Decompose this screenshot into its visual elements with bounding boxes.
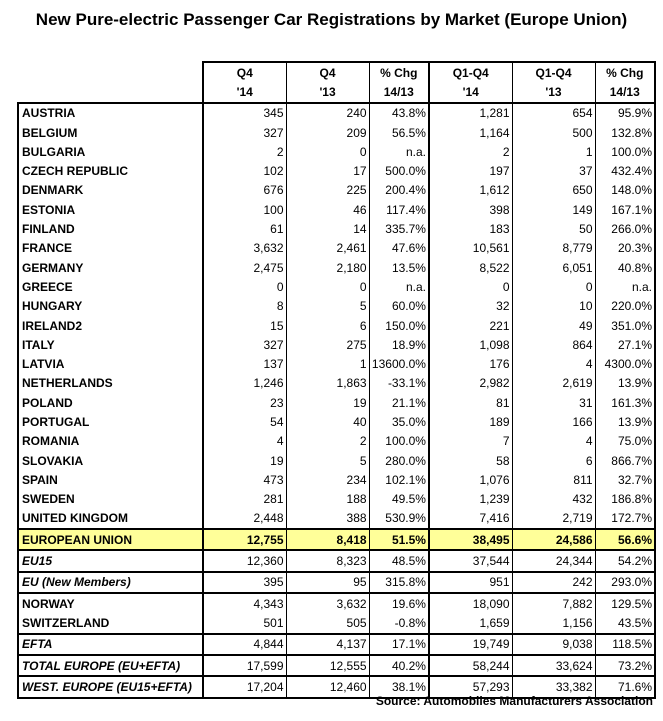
table-cell: 1,246 — [203, 374, 286, 393]
table-cell: 1,164 — [429, 123, 512, 142]
table-cell: 327 — [203, 335, 286, 354]
table-cell: 327 — [203, 123, 286, 142]
table-cell: 2,180 — [286, 258, 369, 277]
table-cell: 1,076 — [429, 470, 512, 489]
table-cell: 275 — [286, 335, 369, 354]
table-cell: 100 — [203, 200, 286, 219]
table-cell: 33,382 — [512, 676, 595, 697]
table-cell: 47.6% — [369, 239, 429, 258]
table-cell: 1,659 — [429, 613, 512, 633]
col-header: '14 — [429, 82, 512, 102]
country-row — [18, 277, 655, 296]
table-cell: 102.1% — [369, 470, 429, 489]
col-header: 14/13 — [595, 82, 655, 102]
country-row — [18, 335, 655, 354]
eu15-row — [18, 550, 655, 571]
table-cell: 58,244 — [429, 655, 512, 676]
row-label: GREECE — [18, 277, 203, 296]
table-cell: 4 — [203, 432, 286, 451]
table-cell: 95.9% — [595, 103, 655, 123]
table-cell: 50 — [512, 219, 595, 238]
table-cell: 32.7% — [595, 470, 655, 489]
table-cell: 23 — [203, 393, 286, 412]
efta-country-row — [18, 613, 655, 633]
country-row — [18, 142, 655, 161]
table-cell: 234 — [286, 470, 369, 489]
table-cell: 388 — [286, 509, 369, 529]
country-row — [18, 181, 655, 200]
row-label: TOTAL EUROPE (EU+EFTA) — [18, 655, 203, 676]
row-label: SWITZERLAND — [18, 613, 203, 633]
row-label: FRANCE — [18, 239, 203, 258]
row-label: HUNGARY — [18, 297, 203, 316]
table-cell: 183 — [429, 219, 512, 238]
country-row — [18, 297, 655, 316]
table-cell: 2 — [203, 142, 286, 161]
table-cell: 8,323 — [286, 550, 369, 571]
table-cell: 40 — [286, 412, 369, 431]
table-cell: 24,586 — [512, 529, 595, 550]
table-cell: 3,632 — [203, 239, 286, 258]
table-cell: 38,495 — [429, 529, 512, 550]
row-label: EU (New Members) — [18, 572, 203, 593]
header-row-1 — [18, 62, 655, 82]
table-cell: 19 — [203, 451, 286, 470]
table-cell: 10,561 — [429, 239, 512, 258]
table-cell: 7,416 — [429, 509, 512, 529]
table-cell: 500.0% — [369, 161, 429, 180]
table-cell: 27.1% — [595, 335, 655, 354]
table-cell: 43.5% — [595, 613, 655, 633]
table-cell: 1,156 — [512, 613, 595, 633]
table-cell: -0.8% — [369, 613, 429, 633]
table-cell: 225 — [286, 181, 369, 200]
table-cell: 58 — [429, 451, 512, 470]
table-cell: 56.5% — [369, 123, 429, 142]
table-cell: 24,344 — [512, 550, 595, 571]
col-header: 14/13 — [369, 82, 429, 102]
table-cell: 13.9% — [595, 412, 655, 431]
row-label: DENMARK — [18, 181, 203, 200]
country-row — [18, 412, 655, 431]
table-cell: 100.0% — [595, 142, 655, 161]
table-cell: 0 — [512, 277, 595, 296]
table-cell: 149 — [512, 200, 595, 219]
row-label: NORWAY — [18, 593, 203, 613]
table-cell: 102 — [203, 161, 286, 180]
table-cell: 33,624 — [512, 655, 595, 676]
table-cell: 166 — [512, 412, 595, 431]
table-cell: 2,448 — [203, 509, 286, 529]
table-cell: 5 — [286, 297, 369, 316]
table-cell: 432.4% — [595, 161, 655, 180]
row-label: POLAND — [18, 393, 203, 412]
table-cell: 8 — [203, 297, 286, 316]
table-cell: 1,281 — [429, 103, 512, 123]
table-cell: 197 — [429, 161, 512, 180]
country-row — [18, 316, 655, 335]
table-cell: 56.6% — [595, 529, 655, 550]
table-cell: 172.7% — [595, 509, 655, 529]
col-header: % Chg — [595, 62, 655, 82]
col-header: Q1-Q4 — [429, 62, 512, 82]
table-cell: -33.1% — [369, 374, 429, 393]
col-header: '13 — [286, 82, 369, 102]
table-cell: 37 — [512, 161, 595, 180]
table-cell: 167.1% — [595, 200, 655, 219]
country-row — [18, 123, 655, 142]
table-cell: 4 — [512, 432, 595, 451]
table-cell: 95 — [286, 572, 369, 593]
table-cell: 40.8% — [595, 258, 655, 277]
table-cell: 335.7% — [369, 219, 429, 238]
country-row — [18, 258, 655, 277]
row-label: SPAIN — [18, 470, 203, 489]
table-cell: 129.5% — [595, 593, 655, 613]
col-header: Q4 — [203, 62, 286, 82]
table-cell: 12,360 — [203, 550, 286, 571]
table-cell: 432 — [512, 490, 595, 509]
table-cell: 4,844 — [203, 634, 286, 655]
col-header: '14 — [203, 82, 286, 102]
table-cell: 8,522 — [429, 258, 512, 277]
table-cell: 118.5% — [595, 634, 655, 655]
table-cell: 6 — [512, 451, 595, 470]
table-cell: 266.0% — [595, 219, 655, 238]
table-cell: 54 — [203, 412, 286, 431]
table-cell: 161.3% — [595, 393, 655, 412]
row-label: EFTA — [18, 634, 203, 655]
table-cell: 12,555 — [286, 655, 369, 676]
table-cell: 866.7% — [595, 451, 655, 470]
country-row — [18, 103, 655, 123]
table-cell: 37,544 — [429, 550, 512, 571]
table-cell: 500 — [512, 123, 595, 142]
table-cell: 1 — [512, 142, 595, 161]
row-label: CZECH REPUBLIC — [18, 161, 203, 180]
table-cell: 398 — [429, 200, 512, 219]
row-label: FINLAND — [18, 219, 203, 238]
country-row — [18, 200, 655, 219]
table-cell: 17,204 — [203, 676, 286, 697]
table-cell: 654 — [512, 103, 595, 123]
table-cell: 240 — [286, 103, 369, 123]
table-cell: 17.1% — [369, 634, 429, 655]
eu-total-row — [18, 529, 655, 550]
table-cell: 38.1% — [369, 676, 429, 697]
table-cell: 2 — [429, 142, 512, 161]
total-europe-row — [18, 655, 655, 676]
page-title: New Pure-electric Passenger Car Registrations by Market (Europe Union) — [35, 10, 628, 29]
table-cell: 15 — [203, 316, 286, 335]
table-cell: 1,239 — [429, 490, 512, 509]
row-label: EUROPEAN UNION — [18, 529, 203, 550]
table-cell: 73.2% — [595, 655, 655, 676]
table-cell: 61 — [203, 219, 286, 238]
table-cell: 221 — [429, 316, 512, 335]
table-cell: 4,137 — [286, 634, 369, 655]
table-cell: 8,779 — [512, 239, 595, 258]
row-label: AUSTRIA — [18, 103, 203, 123]
country-row — [18, 354, 655, 373]
table-cell: 46 — [286, 200, 369, 219]
table-cell: 35.0% — [369, 412, 429, 431]
row-label: PORTUGAL — [18, 412, 203, 431]
table-cell: 31 — [512, 393, 595, 412]
table-cell: 18,090 — [429, 593, 512, 613]
row-label: IRELAND2 — [18, 316, 203, 335]
table-cell: 32 — [429, 297, 512, 316]
table-cell: 81 — [429, 393, 512, 412]
row-label: EU15 — [18, 550, 203, 571]
table-cell: 281 — [203, 490, 286, 509]
row-label: GERMANY — [18, 258, 203, 277]
table-cell: 811 — [512, 470, 595, 489]
table-cell: 293.0% — [595, 572, 655, 593]
table-cell: 676 — [203, 181, 286, 200]
table-cell: 20.3% — [595, 239, 655, 258]
table-cell: 189 — [429, 412, 512, 431]
table-cell: 12,755 — [203, 529, 286, 550]
table-cell: 345 — [203, 103, 286, 123]
table-cell: 14 — [286, 219, 369, 238]
table-cell: 209 — [286, 123, 369, 142]
table-body — [18, 103, 655, 698]
eu-new-members-row — [18, 572, 655, 593]
col-header: '13 — [512, 82, 595, 102]
table-cell: 0 — [203, 277, 286, 296]
table-cell: 43.8% — [369, 103, 429, 123]
table-cell: 6,051 — [512, 258, 595, 277]
header-corner — [18, 62, 203, 82]
table-cell: 9,038 — [512, 634, 595, 655]
table-cell: 501 — [203, 613, 286, 633]
row-label: ITALY — [18, 335, 203, 354]
table-cell: 2,461 — [286, 239, 369, 258]
table-cell: 19.6% — [369, 593, 429, 613]
table-cell: 57,293 — [429, 676, 512, 697]
table-cell: 5 — [286, 451, 369, 470]
row-label: SWEDEN — [18, 490, 203, 509]
table-cell: 60.0% — [369, 297, 429, 316]
table-cell: 18.9% — [369, 335, 429, 354]
table-cell: 150.0% — [369, 316, 429, 335]
table-cell: 49 — [512, 316, 595, 335]
table-cell: 54.2% — [595, 550, 655, 571]
country-row — [18, 509, 655, 529]
table-cell: 40.2% — [369, 655, 429, 676]
row-label: SLOVAKIA — [18, 451, 203, 470]
table-cell: 1,612 — [429, 181, 512, 200]
country-row — [18, 470, 655, 489]
row-label: ESTONIA — [18, 200, 203, 219]
table-cell: 13600.0% — [369, 354, 429, 373]
table-cell: 12,460 — [286, 676, 369, 697]
table-cell: n.a. — [595, 277, 655, 296]
table-cell: 19,749 — [429, 634, 512, 655]
table-cell: 0 — [286, 142, 369, 161]
table-cell: 0 — [429, 277, 512, 296]
table-cell: 148.0% — [595, 181, 655, 200]
table-cell: 100.0% — [369, 432, 429, 451]
table-cell: 176 — [429, 354, 512, 373]
source-note: Source: Automobiles Manufacturers Association — [375, 694, 653, 708]
table-cell: 13.5% — [369, 258, 429, 277]
table-cell: 200.4% — [369, 181, 429, 200]
row-label: BELGIUM — [18, 123, 203, 142]
table-cell: 137 — [203, 354, 286, 373]
row-label: WEST. EUROPE (EU15+EFTA) — [18, 676, 203, 697]
table-cell: 1,098 — [429, 335, 512, 354]
country-row — [18, 490, 655, 509]
table-cell: 242 — [512, 572, 595, 593]
col-header: Q1-Q4 — [512, 62, 595, 82]
table-cell: 650 — [512, 181, 595, 200]
table-cell: 17 — [286, 161, 369, 180]
table-cell: 49.5% — [369, 490, 429, 509]
col-header: % Chg — [369, 62, 429, 82]
table-cell: 188 — [286, 490, 369, 509]
table-cell: 19 — [286, 393, 369, 412]
table-cell: 117.4% — [369, 200, 429, 219]
efta-country-row — [18, 593, 655, 613]
table-cell: 4,343 — [203, 593, 286, 613]
table-cell: 13.9% — [595, 374, 655, 393]
row-label: LATVIA — [18, 354, 203, 373]
table-cell: 2,982 — [429, 374, 512, 393]
row-label: BULGARIA — [18, 142, 203, 161]
table-cell: 315.8% — [369, 572, 429, 593]
table-cell: 186.8% — [595, 490, 655, 509]
table-cell: n.a. — [369, 277, 429, 296]
table-cell: 1 — [286, 354, 369, 373]
table-cell: 3,632 — [286, 593, 369, 613]
table-cell: 17,599 — [203, 655, 286, 676]
row-label: ROMANIA — [18, 432, 203, 451]
country-row — [18, 393, 655, 412]
country-row — [18, 374, 655, 393]
table-cell: 6 — [286, 316, 369, 335]
table-cell: 220.0% — [595, 297, 655, 316]
row-label: NETHERLANDS — [18, 374, 203, 393]
table-cell: 473 — [203, 470, 286, 489]
table-cell: 280.0% — [369, 451, 429, 470]
table-cell: 1,863 — [286, 374, 369, 393]
table-cell: 0 — [286, 277, 369, 296]
table-cell: 7,882 — [512, 593, 595, 613]
table-cell: 2,475 — [203, 258, 286, 277]
table-cell: 132.8% — [595, 123, 655, 142]
table-cell: 864 — [512, 335, 595, 354]
table-cell: 395 — [203, 572, 286, 593]
table-cell: 505 — [286, 613, 369, 633]
table-cell: 8,418 — [286, 529, 369, 550]
country-row — [18, 161, 655, 180]
header-corner — [18, 82, 203, 102]
table-cell: n.a. — [369, 142, 429, 161]
table-cell: 7 — [429, 432, 512, 451]
table-cell: 2 — [286, 432, 369, 451]
table-cell: 71.6% — [595, 676, 655, 697]
table-cell: 951 — [429, 572, 512, 593]
table-cell: 2,719 — [512, 509, 595, 529]
table-cell: 21.1% — [369, 393, 429, 412]
country-row — [18, 219, 655, 238]
table-cell: 10 — [512, 297, 595, 316]
table-cell: 48.5% — [369, 550, 429, 571]
table-cell: 4300.0% — [595, 354, 655, 373]
country-row — [18, 432, 655, 451]
table-cell: 351.0% — [595, 316, 655, 335]
country-row — [18, 451, 655, 470]
table-cell: 4 — [512, 354, 595, 373]
col-header: Q4 — [286, 62, 369, 82]
registrations-table — [17, 61, 656, 699]
header-row-2 — [18, 82, 655, 102]
row-label: UNITED KINGDOM — [18, 509, 203, 529]
country-row — [18, 239, 655, 258]
table-cell: 530.9% — [369, 509, 429, 529]
efta-row — [18, 634, 655, 655]
table-cell: 2,619 — [512, 374, 595, 393]
table-cell: 75.0% — [595, 432, 655, 451]
table-cell: 51.5% — [369, 529, 429, 550]
